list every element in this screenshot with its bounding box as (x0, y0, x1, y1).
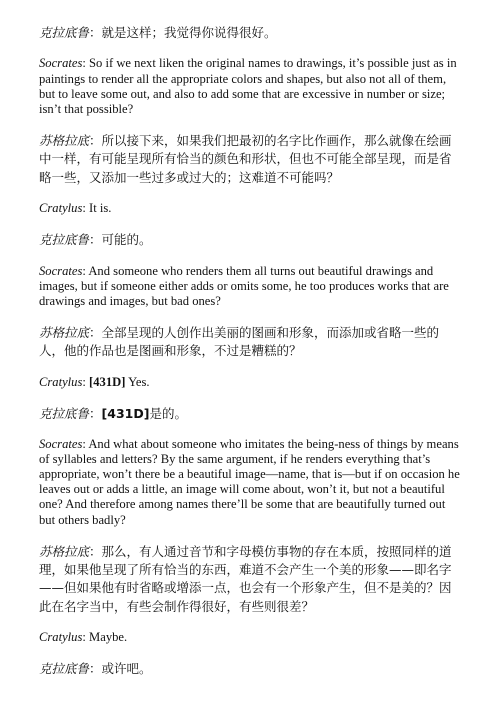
dialogue-text: Maybe. (89, 630, 128, 645)
speaker-separator: : (82, 374, 90, 389)
stephanus-reference: [431D] (89, 374, 126, 389)
dialogue-paragraph (39, 132, 463, 187)
dialogue-text: 全部呈现的人创作出美丽的图画和形象，而添加或省略一些的人，他的作品也是图画和形象，不过是糟糕的？ (39, 324, 440, 359)
dialogue-text: 就是这样；我觉得你说得很好。 (101, 25, 277, 40)
speaker-name: 克拉底鲁 (39, 25, 90, 40)
speaker-separator: : (82, 201, 90, 215)
speaker-name: 苏格拉底 (39, 543, 90, 559)
dialogue-paragraph (39, 231, 463, 249)
stephanus-reference: [431D] (101, 405, 150, 421)
dialogue-paragraph (39, 543, 463, 617)
dialogue-text: Yes. (125, 374, 150, 389)
dialogue-paragraph (39, 24, 463, 42)
speaker-separator: : (82, 56, 90, 71)
dialogue-text: 可能的。 (101, 232, 152, 248)
speaker-separator: ： (89, 324, 102, 340)
speaker-name: 克拉底鲁 (39, 232, 90, 248)
dialogue-text: It is. (89, 201, 112, 215)
dialogue-paragraph (39, 56, 463, 116)
speaker-name: 克拉底鲁 (39, 405, 90, 421)
speaker-separator: : (82, 263, 89, 278)
speaker-separator: : (82, 437, 89, 452)
dialogue-paragraph (39, 264, 463, 309)
speaker-name: 苏格拉底 (39, 324, 90, 340)
speaker-name: Cratylus (39, 630, 83, 645)
speaker-separator: ： (89, 132, 102, 148)
dialogue-page (39, 24, 463, 693)
dialogue-text: And what about someone who imitates the being-ness of things by means of syllables and letters? By the same argument, if he renders everything that’s appropriate, won’t there be a beautiful image—name, that is—but if on occasion he leaves out or adds a little, an image will come about, won’t it, but not a beautiful one? And therefore among names there’ll be some that are beautifully turned out but others badly? (39, 437, 460, 527)
dialogue-paragraph (39, 660, 463, 678)
dialogue-text: 所以接下来，如果我们把最初的名字比作画作，那么就像在绘画中一样，有可能呈现所有恰当的颜色和形状，但也不可能全部呈现，而是省略一些，又添加一些过多或过大的；这难道不可能吗？ (39, 132, 452, 185)
dialogue-text: So if we next liken the original names to drawings, it’s possible just as in paintings to render all the appropriate colors and shapes, but also not all of them, but to leave some out, and also to add some that are excessive in number or size; isn’t that possible? (39, 56, 457, 116)
speaker-separator: ： (89, 25, 102, 40)
speaker-name: Socrates (39, 437, 83, 452)
speaker-separator: : (82, 630, 90, 645)
speaker-name: 苏格拉底 (39, 132, 90, 148)
speaker-separator: ： (89, 543, 102, 559)
speaker-separator: ： (89, 232, 102, 248)
speaker-separator: ： (89, 661, 102, 677)
dialogue-paragraph (39, 324, 463, 361)
dialogue-text: 那么，有人通过音节和字母模仿事物的存在本质，按照同样的道理，如果他呈现了所有恰当的东西，难道不会产生一个美的形象——即名字——但如果他有时省略或增添一点，也会有一个形象产生，但不是美的？因此在名字当中，有些会制作得很好，有些则很差？ (39, 543, 452, 614)
speaker-separator: ： (89, 405, 102, 421)
dialogue-text: 是的。 (149, 405, 187, 421)
speaker-name: 克拉底鲁 (39, 661, 90, 677)
speaker-name: Cratylus (39, 374, 83, 389)
dialogue-paragraph (39, 375, 463, 390)
speaker-name: Socrates (39, 56, 83, 71)
speaker-name: Socrates (39, 263, 83, 278)
dialogue-paragraph (39, 630, 463, 645)
dialogue-text: And someone who renders them all turns out beautiful drawings and images, but if someone either adds or omits some, he too produces works that are drawings and images, but bad ones? (39, 263, 449, 308)
dialogue-paragraph (39, 437, 463, 528)
dialogue-text: 或许吧。 (101, 661, 152, 677)
speaker-name: Cratylus (39, 201, 83, 215)
dialogue-paragraph (39, 201, 463, 216)
dialogue-paragraph (39, 405, 463, 423)
